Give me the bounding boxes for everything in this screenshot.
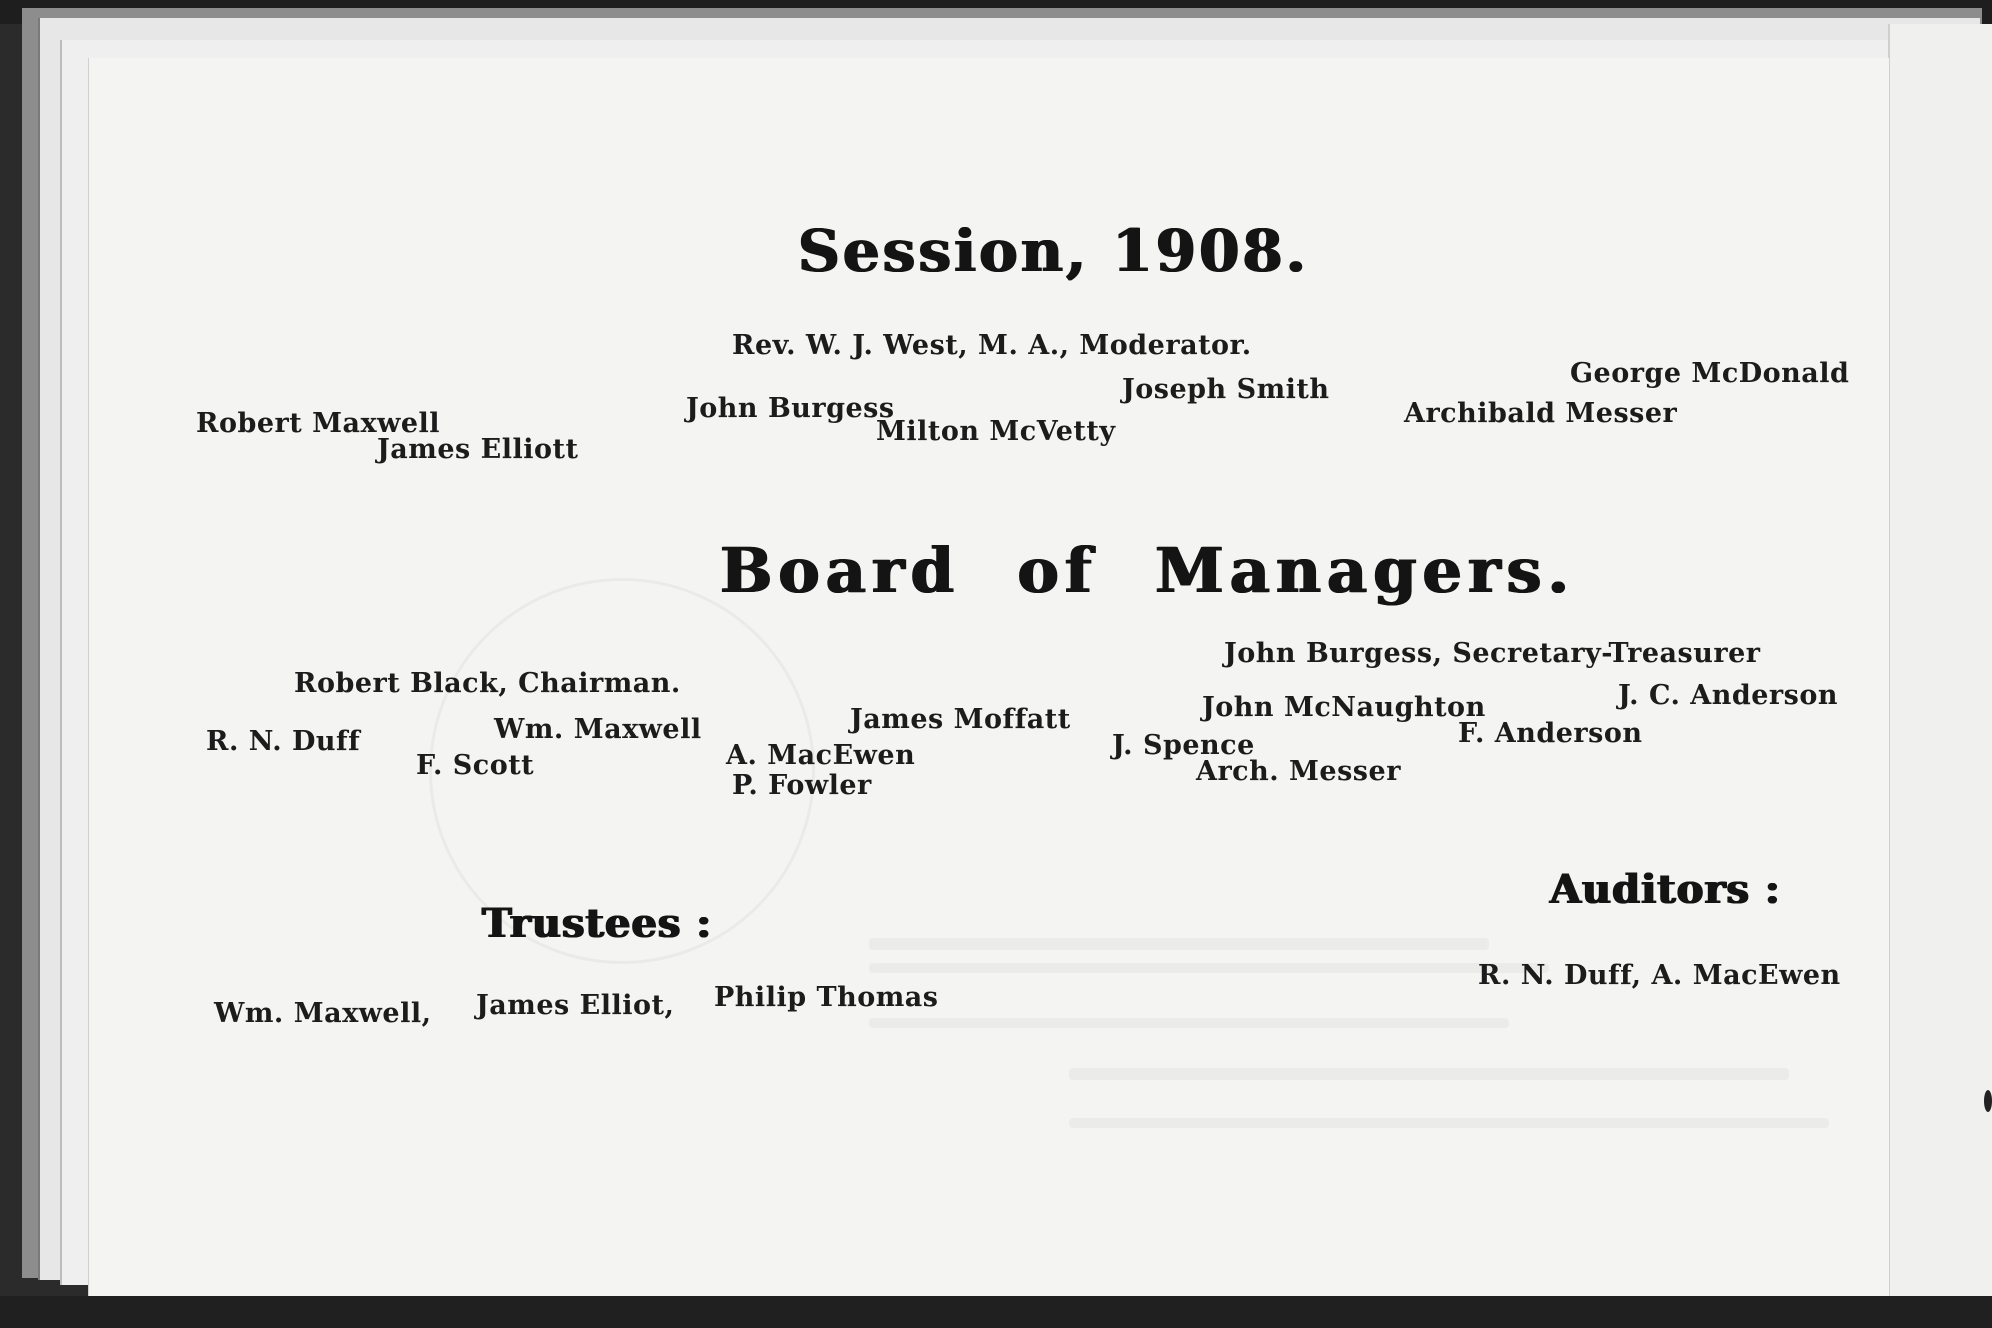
bleed-through-mark: [869, 963, 1549, 973]
session-heading: Session, 1908.: [798, 217, 1309, 285]
trustee-name: James Elliot,: [476, 990, 675, 1021]
trustee-name: Philip Thomas: [714, 982, 939, 1013]
right-page-edge: [1888, 24, 1992, 1310]
bleed-through-mark: [869, 938, 1489, 950]
board-member: P. Fowler: [732, 770, 872, 801]
board-member: James Moffatt: [850, 704, 1071, 735]
scan-bottom-edge: [0, 1296, 1992, 1328]
session-member: Archibald Messer: [1404, 398, 1678, 429]
board-heading: Board of Managers.: [720, 534, 1576, 607]
bleed-through-mark: [1069, 1068, 1789, 1080]
session-member: Milton McVetty: [876, 416, 1116, 447]
board-member: F. Anderson: [1458, 718, 1643, 749]
board-secretary: John Burgess, Secretary-Treasurer: [1224, 638, 1761, 669]
board-member: F. Scott: [416, 750, 535, 781]
board-chairman: Robert Black, Chairman.: [294, 668, 681, 699]
board-member: Arch. Messer: [1196, 756, 1401, 787]
session-member: George McDonald: [1570, 358, 1850, 389]
session-member: James Elliott: [377, 434, 579, 465]
session-member: Robert Maxwell: [196, 408, 441, 439]
board-member: A. MacEwen: [726, 740, 916, 771]
auditors-heading: Auditors :: [1550, 866, 1781, 913]
bleed-through-mark: [869, 1018, 1509, 1028]
scan-speck: [1984, 1090, 1992, 1112]
session-member: John Burgess: [686, 393, 895, 424]
auditors-names: R. N. Duff, A. MacEwen: [1478, 960, 1841, 991]
board-member: John McNaughton: [1202, 692, 1486, 723]
board-member: Wm. Maxwell: [494, 714, 702, 745]
moderator-line: Rev. W. J. West, M. A., Moderator.: [732, 330, 1252, 361]
trustee-name: Wm. Maxwell,: [214, 998, 432, 1029]
bleed-through-mark: [1069, 1118, 1829, 1128]
board-member: J. Spence: [1112, 730, 1255, 761]
session-member: Joseph Smith: [1122, 374, 1330, 405]
trustees-heading: Trustees :: [482, 900, 713, 947]
board-member: R. N. Duff: [206, 726, 361, 757]
board-member: J. C. Anderson: [1618, 680, 1838, 711]
